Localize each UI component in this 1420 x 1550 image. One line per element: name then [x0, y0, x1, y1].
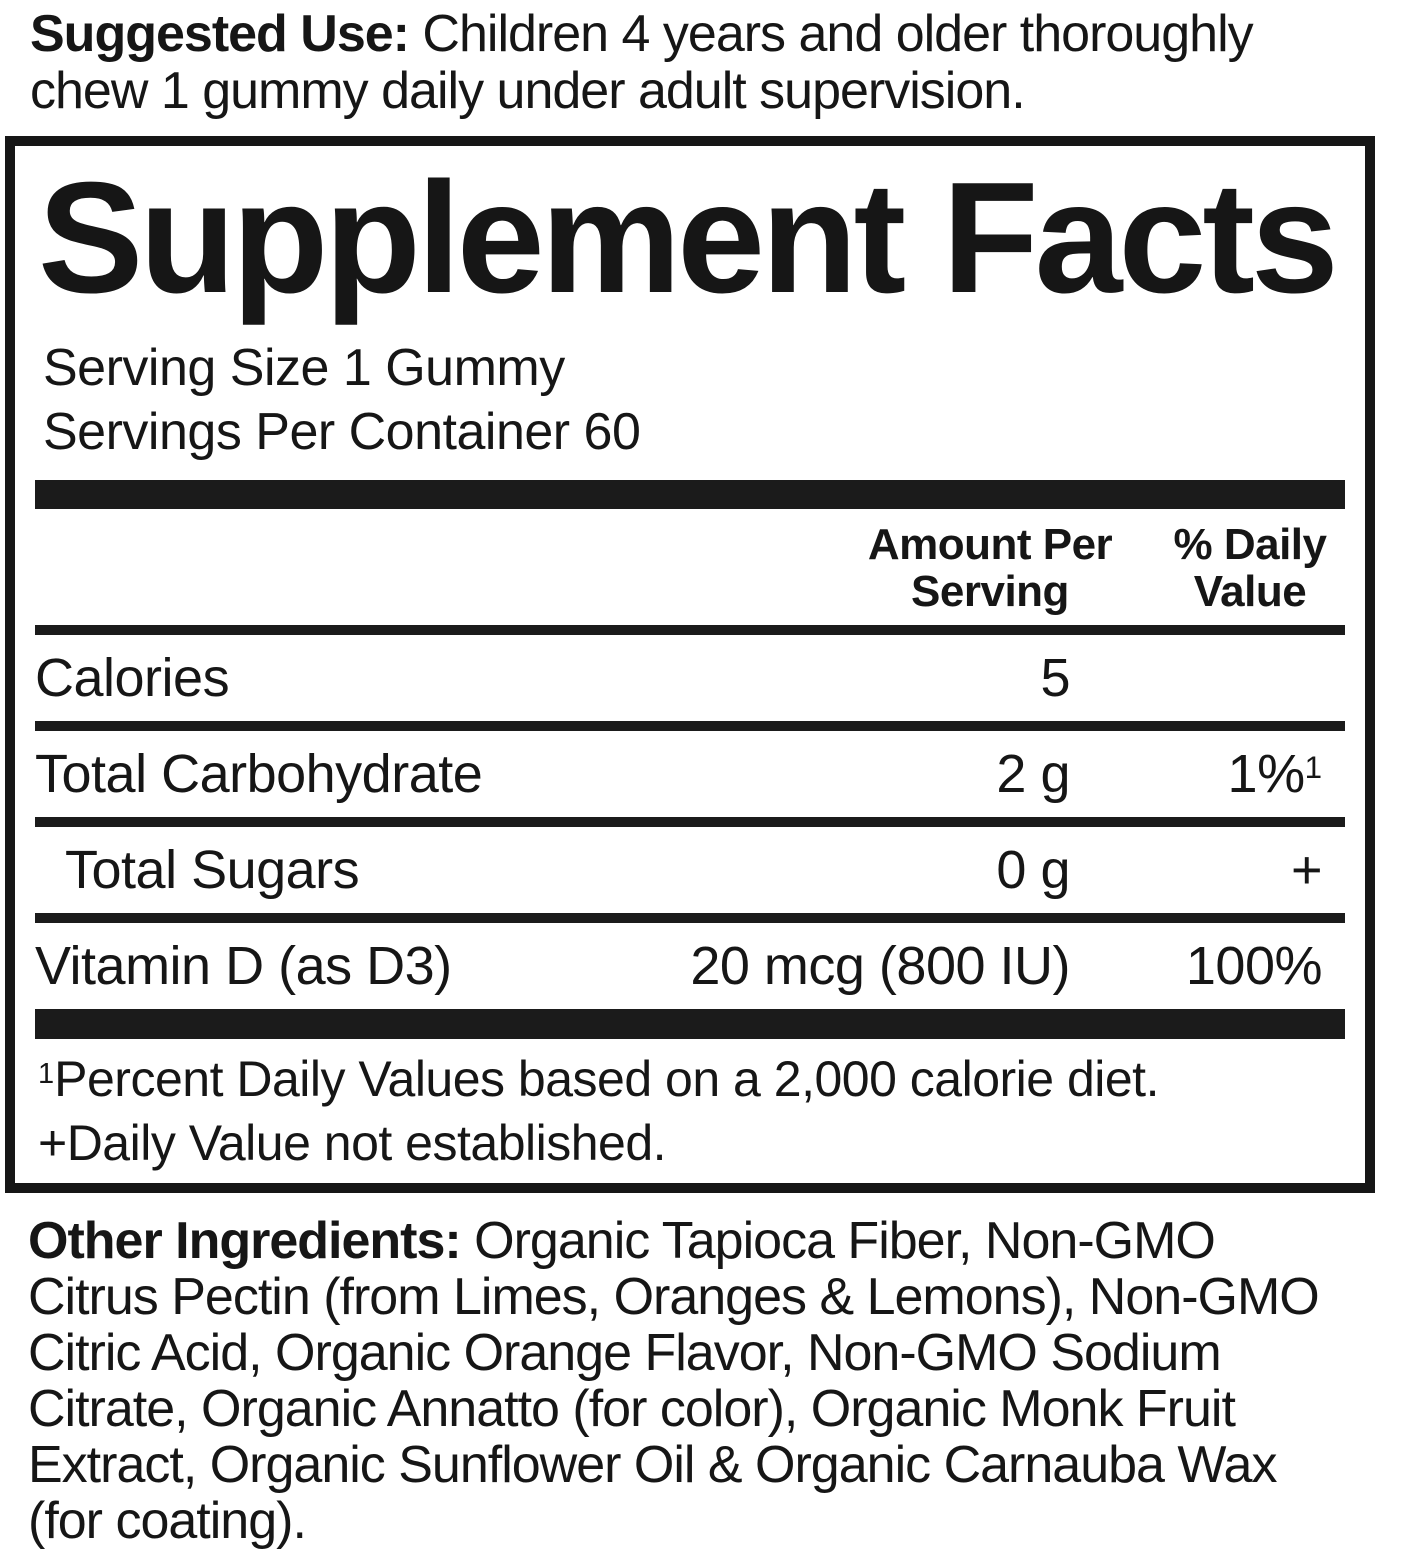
suggested-use-line2: chew 1 gummy daily under adult supervision.: [30, 62, 1025, 120]
nutrient-amount: 5: [1040, 647, 1070, 708]
daily-value-header: [1155, 521, 1345, 615]
suggested-use-line1: [30, 6, 1406, 63]
divider-thick-bottom: [35, 1009, 1345, 1039]
serving-size: Serving Size 1 Gummy: [43, 338, 565, 397]
servings-per-container: Servings Per Container 60: [43, 402, 641, 461]
footnotes: [35, 1051, 1345, 1171]
divider-rule: [35, 817, 1345, 827]
footnote-not-established: +Daily Value not established.: [38, 1114, 667, 1171]
divider-rule: [35, 913, 1345, 923]
nutrient-label: Vitamin D (as D3): [35, 935, 452, 996]
nutrient-amount: 2 g: [996, 743, 1070, 804]
dv-footnote-marker: 1: [1304, 749, 1322, 785]
nutrient-daily-value: 100%: [1185, 935, 1322, 996]
divider-rule: [35, 625, 1345, 635]
dv-value: 1%: [1227, 743, 1305, 804]
other-ingredients-line: (for coating).: [28, 1491, 306, 1550]
other-ingredients-line: Citrus Pectin (from Limes, Oranges & Lemons), Non-GMO: [28, 1267, 1319, 1326]
other-ingredients-line1-text: Organic Tapioca Fiber, Non-GMO: [460, 1211, 1215, 1270]
nutrient-row-calories: [35, 635, 1345, 721]
nutrient-label: Total Carbohydrate: [35, 743, 483, 804]
column-headers: [35, 509, 1345, 625]
other-ingredients-line: Extract, Organic Sunflower Oil & Organic Carnauba Wax: [28, 1435, 1277, 1494]
footnote-daily-values: [38, 1051, 1345, 1115]
footnote-text: Percent Daily Values based on a 2,000 calorie diet.: [54, 1050, 1159, 1107]
suggested-use-label: Suggested Use:: [30, 5, 409, 63]
divider-rule: [35, 721, 1345, 731]
divider-thick-top: [35, 480, 1345, 509]
amount-header-line2: Serving: [911, 566, 1069, 616]
other-ingredients-line1: [28, 1213, 1406, 1269]
amount-header-line1: Amount Per: [867, 519, 1113, 569]
suggested-use-line1-text: Children 4 years and older thoroughly: [408, 5, 1253, 63]
other-ingredients-paragraph: [28, 1213, 1406, 1549]
nutrient-daily-value: [1095, 743, 1345, 805]
other-ingredients-label: Other Ingredients:: [28, 1211, 461, 1270]
dv-header-line1: % Daily: [1173, 519, 1327, 569]
nutrient-amount: 0 g: [996, 839, 1070, 900]
other-ingredients-line: Citrate, Organic Annatto (for color), Organic Monk Fruit: [28, 1379, 1235, 1438]
nutrient-row-total-carbohydrate: [35, 731, 1345, 817]
nutrient-label: Total Sugars: [65, 839, 360, 900]
nutrient-row-vitamin-d: [35, 923, 1345, 1009]
nutrient-label: Calories: [35, 647, 230, 708]
nutrient-amount: 20 mcg (800 IU): [690, 935, 1070, 996]
other-ingredients-line: Citric Acid, Organic Orange Flavor, Non-GMO Sodium: [28, 1323, 1221, 1382]
footnote-marker: 1: [38, 1057, 55, 1090]
dv-header-line2: Value: [1193, 566, 1307, 616]
amount-per-serving-header: [865, 521, 1115, 615]
supplement-facts-panel: [5, 136, 1375, 1193]
suggested-use-paragraph: [30, 6, 1406, 120]
nutrient-daily-value: +: [1290, 839, 1322, 900]
nutrient-row-total-sugars: [35, 827, 1345, 913]
panel-title: Supplement Facts: [38, 150, 1335, 326]
